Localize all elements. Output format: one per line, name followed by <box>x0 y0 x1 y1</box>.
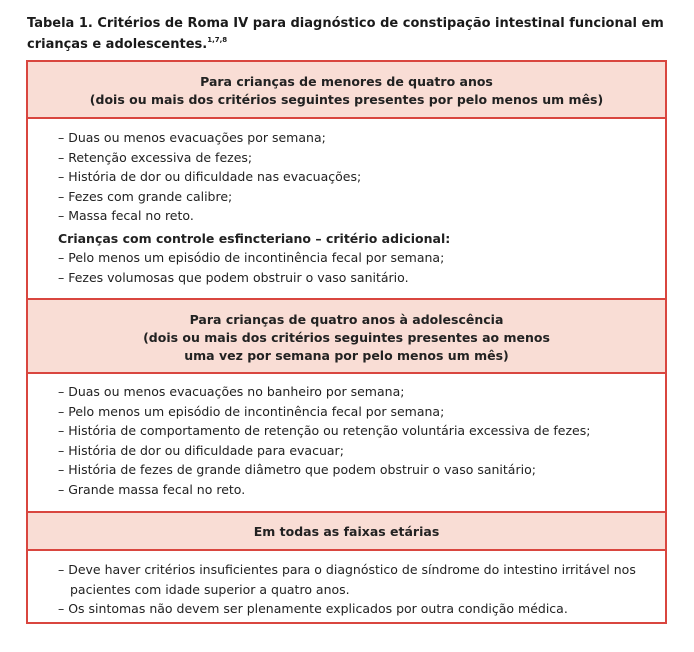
list-item: – Duas ou menos evacuações por semana; <box>58 130 326 145</box>
section-body-under-four <box>28 128 665 287</box>
section-subheader: Crianças com controle esfincteriano – critério adicional: <box>58 230 451 246</box>
list-item: – História de dor ou dificuldade para evacuar; <box>58 442 344 458</box>
list-item: – Fezes com grande calibre; <box>58 188 233 204</box>
criteria-table <box>26 60 667 624</box>
section-header-under-four <box>28 62 665 119</box>
list-item: – Deve haver critérios insuficientes para o diagnóstico de síndrome do intestino irritável nos pacientes com idade superior a quatro anos. <box>58 562 636 597</box>
list-item: – Pelo menos um episódio de incontinência fecal por semana; <box>58 403 445 419</box>
section-header-line: Para crianças de quatro anos à adolescência <box>189 312 504 327</box>
list-item: – Grande massa fecal no reto. <box>58 481 246 497</box>
list-item: – História de fezes de grande diâmetro que podem obstruir o vaso sanitário; <box>58 462 536 477</box>
section-header-line: (dois ou mais dos critérios seguintes presentes ao menos <box>143 330 550 345</box>
section-header-line: Em todas as faixas etárias <box>253 524 440 539</box>
caption-text: Tabela 1. Critérios de Roma IV para diagnóstico de constipação intestinal funcional em crianças e adolescentes. <box>27 16 664 52</box>
list-item: – Os sintomas não devem ser plenamente explicados por outra condição médica. <box>58 601 568 616</box>
section-header-line: uma vez por semana por pelo menos um mês) <box>184 348 509 363</box>
caption-references: 1,7,8 <box>207 36 228 44</box>
section-body-all-ages <box>28 560 665 619</box>
list-item: – Fezes volumosas que podem obstruir o vaso sanitário. <box>58 269 409 285</box>
list-item: – Retenção excessiva de fezes; <box>58 149 253 165</box>
list-item: – Pelo menos um episódio de incontinência fecal por semana; <box>58 250 445 265</box>
list-item: – História de comportamento de retenção ou retenção voluntária excessiva de fezes; <box>58 423 591 438</box>
list-item: – Duas ou menos evacuações no banheiro por semana; <box>58 384 405 399</box>
table-caption <box>27 13 677 55</box>
section-header-line: (dois ou mais dos critérios seguintes presentes por pelo menos um mês) <box>89 92 604 107</box>
section-header-line: Para crianças de menores de quatro anos <box>200 74 493 89</box>
list-item: – História de dor ou dificuldade nas evacuações; <box>58 169 362 184</box>
section-header-four-to-adolescence <box>28 298 665 374</box>
section-header-all-ages <box>28 511 665 551</box>
section-body-four-to-adolescence <box>28 382 665 499</box>
list-item: – Massa fecal no reto. <box>58 208 194 223</box>
